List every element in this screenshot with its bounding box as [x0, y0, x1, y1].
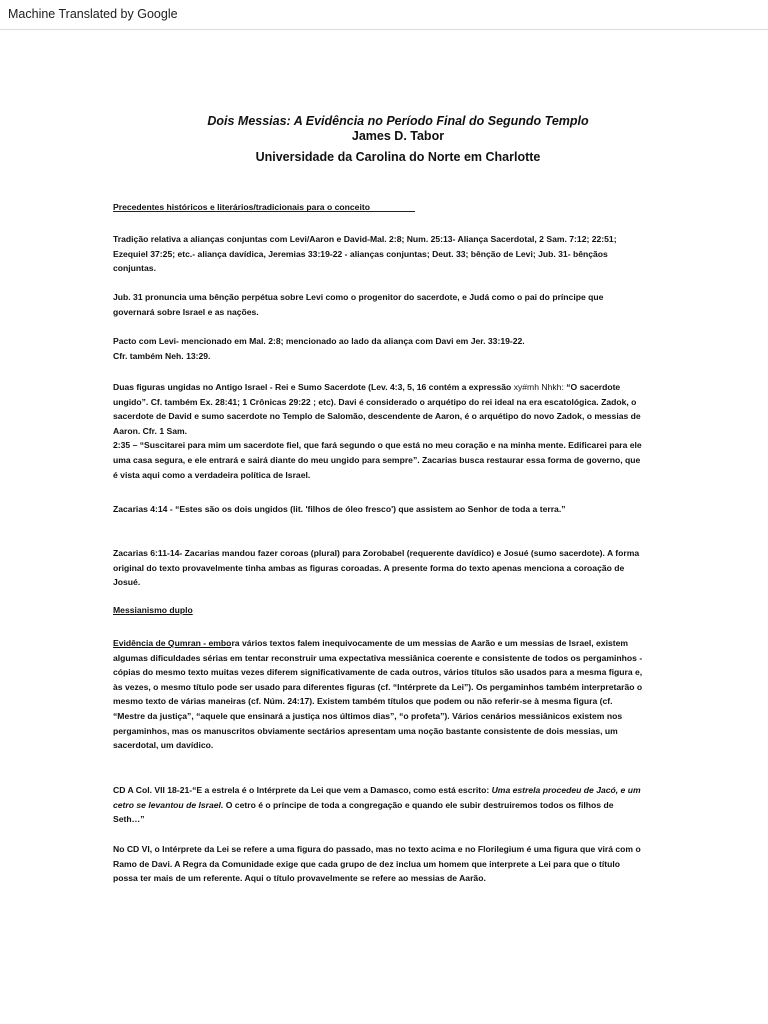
- paragraph-covenant-levi-line1: Pacto com Levi- mencionado em Mal. 2:8; mencionado ao lado da aliança com Davi em Jer. 33:19-22.: [113, 336, 525, 346]
- document-affiliation: Universidade da Carolina do Norte em Charlotte: [255, 150, 541, 164]
- document-title: Dois Messias: A Evidência no Período Final do Segundo Templo: [207, 114, 589, 128]
- paragraph-zechariah-4: Zacarias 4:14 - “Estes são os dois ungidos (lit. 'filhos de óleo fresco') que assistem ao Senhor de toda a terra.”: [113, 504, 566, 514]
- paragraph-qumran-evidence: [113, 636, 643, 753]
- cd-quote-italic: Uma estrela procedeu de Jacó, e um cetro se levantou de Israel.: [113, 785, 641, 810]
- hebrew-expression: xy#mh Nhkh:: [513, 382, 564, 392]
- qumran-evidence-lead: Evidência de Qumran - embo: [113, 638, 232, 648]
- paragraph-samuel-quote: 2:35 – “Suscitarei para mim um sacerdote fiel, que fará segundo o que está no meu coração e na minha mente. Edificarei para ele uma casa segura, e ele entrará e sairá diante do meu ungido para sempre”. Zacarias busca restaurar essa forma de governo, que é vista aqui como a verdadeira política de Israel.: [113, 440, 642, 480]
- qumran-evidence-body: ra vários textos falem inequivocamente de um messias de Aarão e um messias de Israel, existem algumas dificuldades sérias em tentar reconstruir uma expectativa messiânica coerente e consistente de todos os pergaminhos - cópias do mesmo texto muitas vezes diferem significativamente de cada outros, vários títulos são usados para a mesma figura e, às vezes, o mesmo título pode ser usado para diferentes figuras (cf. “Intérprete da Lei”). Os pergaminhos também interpretarão o mesmo texto de várias maneiras (cf. Núm. 24:17). Existem também títulos que podem ou não referir-se à mesma figura (cf. “Mestre da justiça”, “aquele que ensinará a justiça nos últimos dias”, “o profeta”). Vários cenários messiânicos existem nos pergaminhos, mas os manuscritos obviamente sectários apresentam uma noção bastante consistente de dois messias, um sacerdotal, um davídico.: [113, 638, 643, 751]
- machine-translated-label: Machine Translated by Google: [8, 7, 178, 21]
- paragraph-covenant-levi-line2: Cfr. também Neh. 13:29.: [113, 350, 211, 361]
- top-bar: [0, 0, 768, 30]
- paragraph-zechariah-6: Zacarias 6:11-14- Zacarias mandou fazer coroas (plural) para Zorobabel (requerente davídico) e Josué (sumo sacerdote). A forma original do texto provavelmente tinha ambas as figuras coroadas. A presente forma do texto apenas menciona a coroação de Josué.: [113, 548, 640, 588]
- heading-underline: [113, 211, 415, 212]
- paragraph-covenant-levi: [113, 334, 643, 363]
- section-heading-dual-messianism: Messianismo duplo: [113, 605, 193, 615]
- document-author: James D. Tabor: [351, 129, 445, 143]
- paragraph-jubilees-31: Jub. 31 pronuncia uma bênção perpétua sobre Levi como o progenitor do sacerdote, e Judá como o pai do príncipe que governará sobre Israel e as nações.: [113, 292, 604, 317]
- paragraph-two-anointed-body: “O sacerdote ungido”. Cf. também Ex. 28:41; 1 Crônicas 29:22 ; etc). Davi é considerado o arquétipo do rei ideal na era escatológica. Zadok, o sacerdote de David e sumo sacerdote no Templo de Salomão, descendente de Aaron, é o arquétipo do novo Zadok, o messias de Aaron. Cfr. 1 Sam.: [113, 382, 641, 436]
- paragraph-two-anointed-intro: Duas figuras ungidas no Antigo Israel - Rei e Sumo Sacerdote (Lev. 4:3, 5, 16 contém a expressão: [113, 382, 512, 392]
- cd-quote-intro: CD A Col. VII 18-21-“E a estrela é o Intérprete da Lei que vem a Damasco, como está escrito:: [113, 785, 490, 795]
- paragraph-joint-covenants: Tradição relativa a alianças conjuntas com Levi/Aaron e David-Mal. 2:8; Num. 25:13- Aliança Sacerdotal, 2 Sam. 7:12; 22:51; Ezequiel 37:25; etc.- aliança davídica, Jeremias 33:19-22 - alianças conjuntas; Deut. 33; bênção de Levi; Jub. 31- bênçãos conjuntas.: [113, 234, 617, 274]
- section-heading-precedents: Precedentes históricos e literários/tradicionais para o conceito: [113, 202, 370, 212]
- paragraph-cd-col-vii: [113, 783, 643, 827]
- cd-quote-end: O cetro é o príncipe de toda a congregação e quando ele subir destruiremos todos os filhos de Seth…”: [113, 799, 614, 825]
- paragraph-cd-vi: No CD VI, o Intérprete da Lei se refere a uma figura do passado, mas no texto acima e no Florilegium é uma figura que virá com o Ramo de Davi. A Regra da Comunidade exige que cada grupo de dez inclua um homem que interprete a Lei para que o título possa ter mais de um referente. Aqui o título provavelmente se refere ao messias de Aarão.: [113, 844, 641, 884]
- paragraph-two-anointed-figures: [113, 380, 643, 482]
- document-title-block: [113, 114, 683, 165]
